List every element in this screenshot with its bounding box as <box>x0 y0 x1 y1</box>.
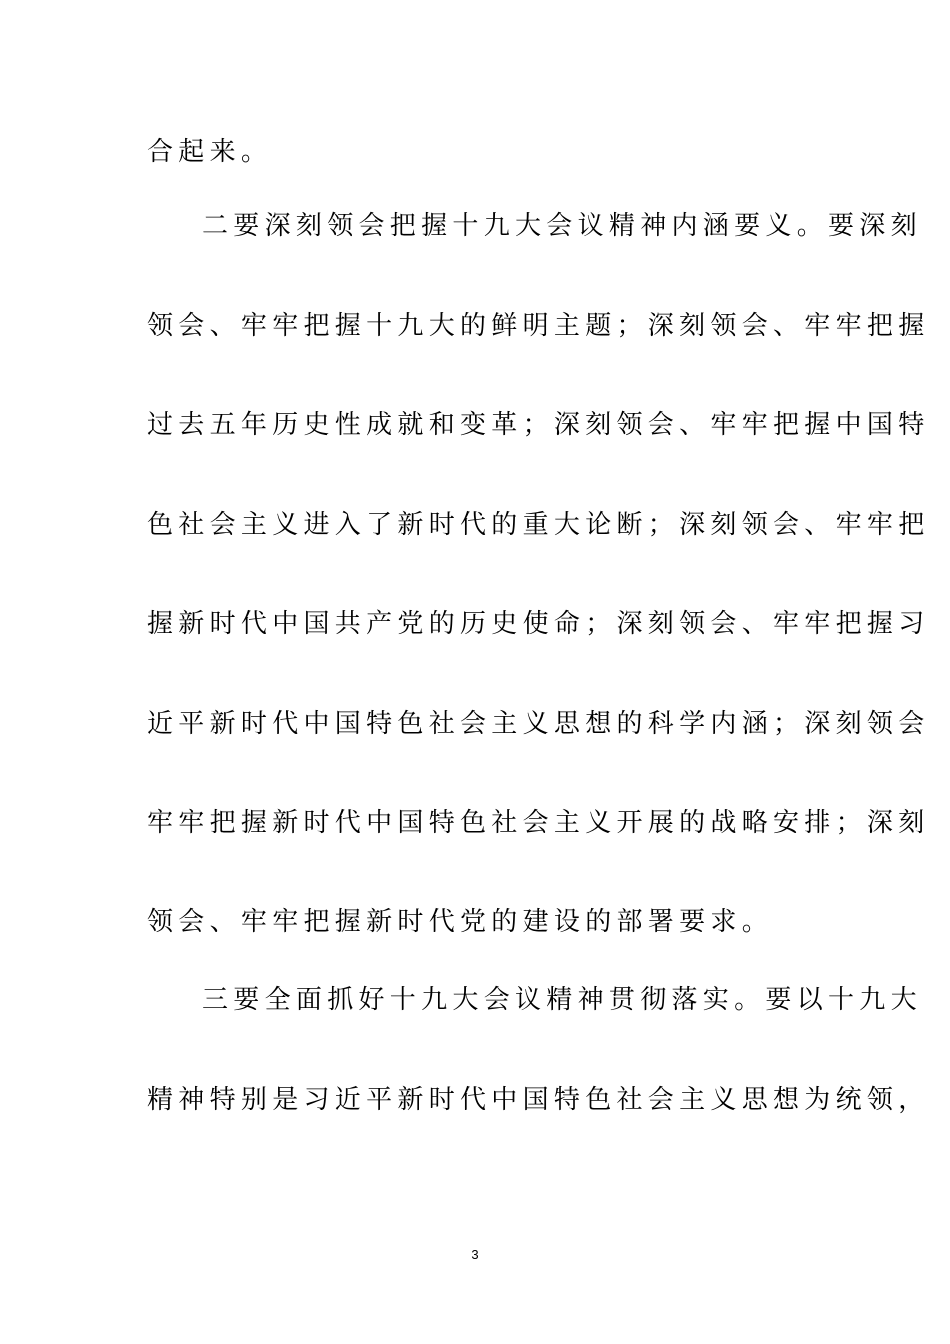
paragraph-line: 牢牢把握新时代中国特色社会主义开展的战略安排；深刻 <box>147 808 930 838</box>
paragraph-line: 领会、牢牢把握新时代党的建设的部署要求。 <box>147 907 774 937</box>
paragraph-line: 领会、牢牢把握十九大的鲜明主题；深刻领会、牢牢把握 <box>147 311 930 341</box>
paragraph-line: 过去五年历史性成就和变革；深刻领会、牢牢把握中国特 <box>147 410 930 440</box>
paragraph-line: 合起来。 <box>147 137 273 167</box>
paragraph-line: 三要全面抓好十九大会议精神贯彻落实。要以十九大 <box>202 985 922 1015</box>
paragraph-line: 色社会主义进入了新时代的重大论断；深刻领会、牢牢把 <box>147 510 930 540</box>
paragraph-line: 近平新时代中国特色社会主义思想的科学内涵；深刻领会 <box>147 709 930 739</box>
paragraph-line: 二要深刻领会把握十九大会议精神内涵要义。要深刻 <box>202 211 922 241</box>
paragraph-line: 精神特别是习近平新时代中国特色社会主义思想为统领， <box>147 1085 930 1115</box>
page-number: 3 <box>471 1247 479 1262</box>
paragraph-line: 握新时代中国共产党的历史使命；深刻领会、牢牢把握习 <box>147 609 930 639</box>
